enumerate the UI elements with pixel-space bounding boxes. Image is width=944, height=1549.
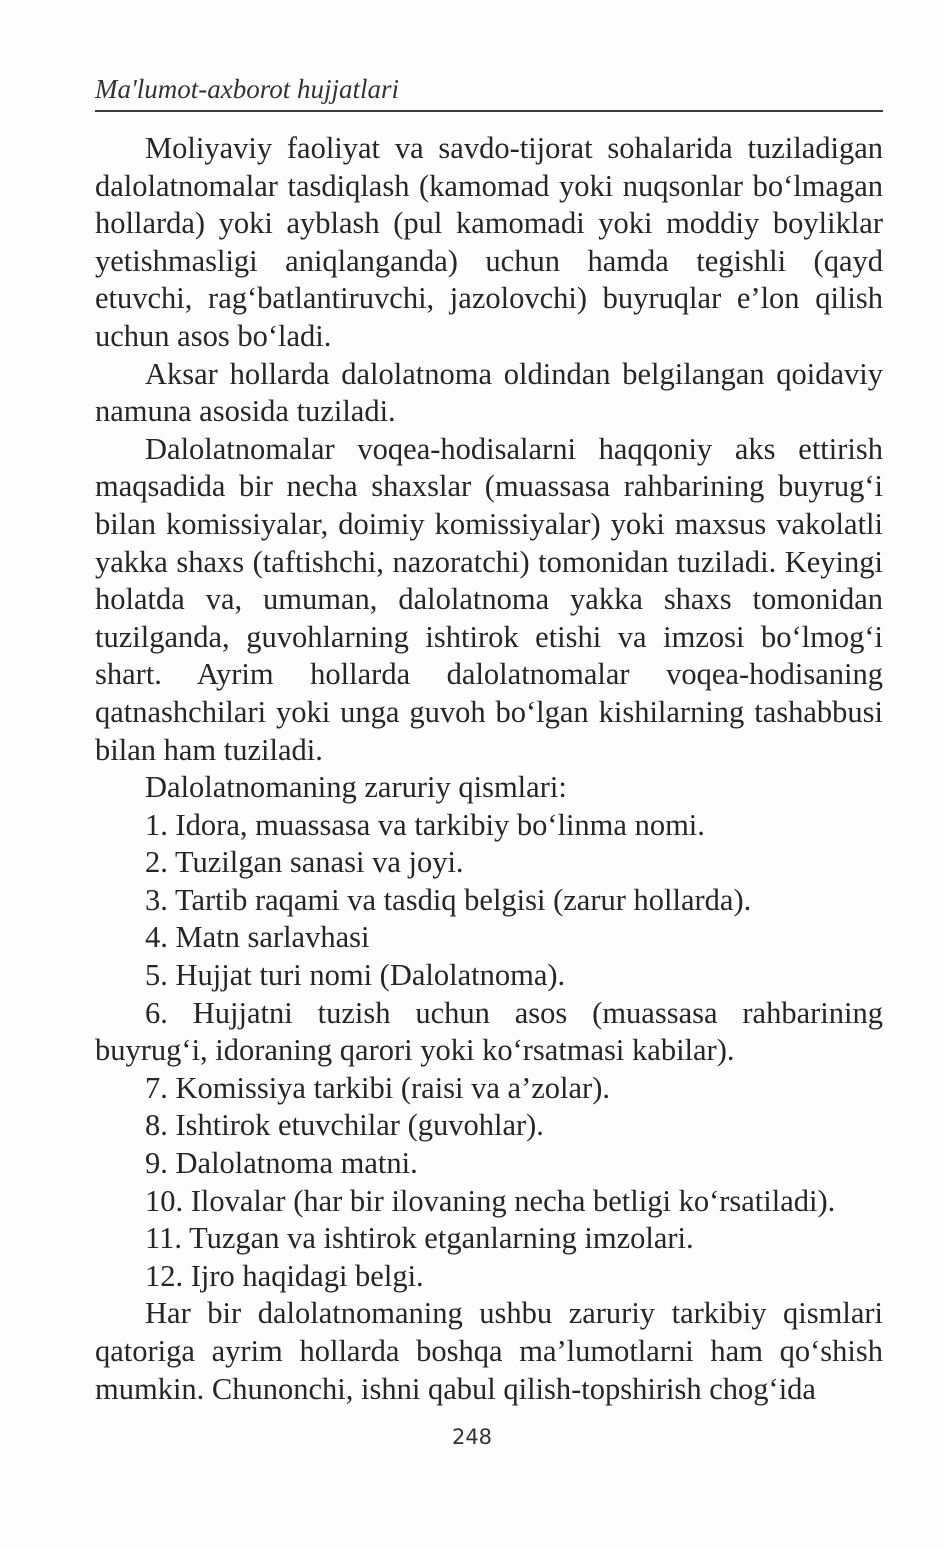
paragraph-required-parts-intro: Dalolatnomaning zaruriy qismlari: [145, 770, 567, 805]
list-item: 11. Tuzgan va ishtirok etganlarning imzolari. [145, 1221, 694, 1256]
paragraph-template-basis: Aksar hollarda dalolatnoma oldindan belgilangan qoidaviy namuna asosida tuziladi. [95, 356, 883, 429]
list-item: 9. Dalolatnoma matni. [145, 1146, 418, 1181]
list-item: 8. Ishtirok etuvchilar (guvohlar). [145, 1108, 544, 1143]
list-item: 5. Hujjat turi nomi (Dalolatnoma). [145, 958, 566, 993]
paragraph-closing: Har bir dalolatnomaning ushbu zaruriy tarkibiy qismlari qatoriga ayrim hollarda boshqa ma’lumotlarni ham qo‘shish mumkin. Chunonchi, ishni qabul qilish-topshirish chog‘ida [95, 1296, 883, 1406]
page-number: 248 [451, 1425, 493, 1449]
paragraph-who-compiles: Dalolatnomalar voqea-hodisalarni haqqoniy aks ettirish maqsadida bir necha shaxslar (muassasa rahbarining buyrug‘i bilan komissiyalar, doimiy komissiyalar) yoki maxsus vakolatli yakka shaxs (taftishchi, nazoratchi) tomonidan tuziladi. Keyingi holatda va, umuman, dalolatnoma yakka shaxs tomonidan tuzilganda, guvohlarning ishtirok etishi va imzosi bo‘lmog‘i shart. Ayrim hollarda dalolatnomalar voqea-hodisaning qatnashchilari yoki unga guvoh bo‘lgan kishilarning tashabbusi bilan ham tuziladi. [95, 431, 883, 767]
list-item: 1. Idora, muassasa va tarkibiy bo‘linma nomi. [145, 807, 705, 842]
list-item: 7. Komissiya tarkibi (raisi va a’zolar). [145, 1070, 610, 1105]
list-item: 12. Ijro haqidagi belgi. [145, 1258, 424, 1293]
list-item: 6. Hujjatni tuzish uchun asos (muassasa rahbarining buyrug‘i, idoraning qarori yoki ko‘rsatmasi kabilar). [95, 995, 883, 1068]
header-divider [95, 110, 883, 112]
paragraph-financial-acts: Moliyaviy faoliyat va savdo-tijorat sohalarida tuziladigan dalolatnomalar tasdiqlash (kamomad yoki nuqsonlar bo‘lmagan hollarda) yoki ayblash (pul kamomadi yoki moddiy boyliklar yetishmasligi aniqlanganda) uchun hamda tegishli (qayd etuvchi, rag‘batlantiruvchi, jazolovchi) buyruqlar e’lon qilish uchun asos bo‘ladi. [95, 131, 883, 353]
list-item: 4. Matn sarlavhasi [145, 920, 370, 955]
page-body [95, 130, 883, 1408]
list-item: 3. Tartib raqami va tasdiq belgisi (zarur hollarda). [145, 882, 752, 917]
list-item: 2. Tuzilgan sanasi va joyi. [145, 845, 464, 880]
list-item: 10. Ilovalar (har bir ilovaning necha betligi ko‘rsatiladi). [145, 1183, 836, 1218]
running-header-title: Ma'lumot-axborot hujjatlari [95, 74, 400, 104]
